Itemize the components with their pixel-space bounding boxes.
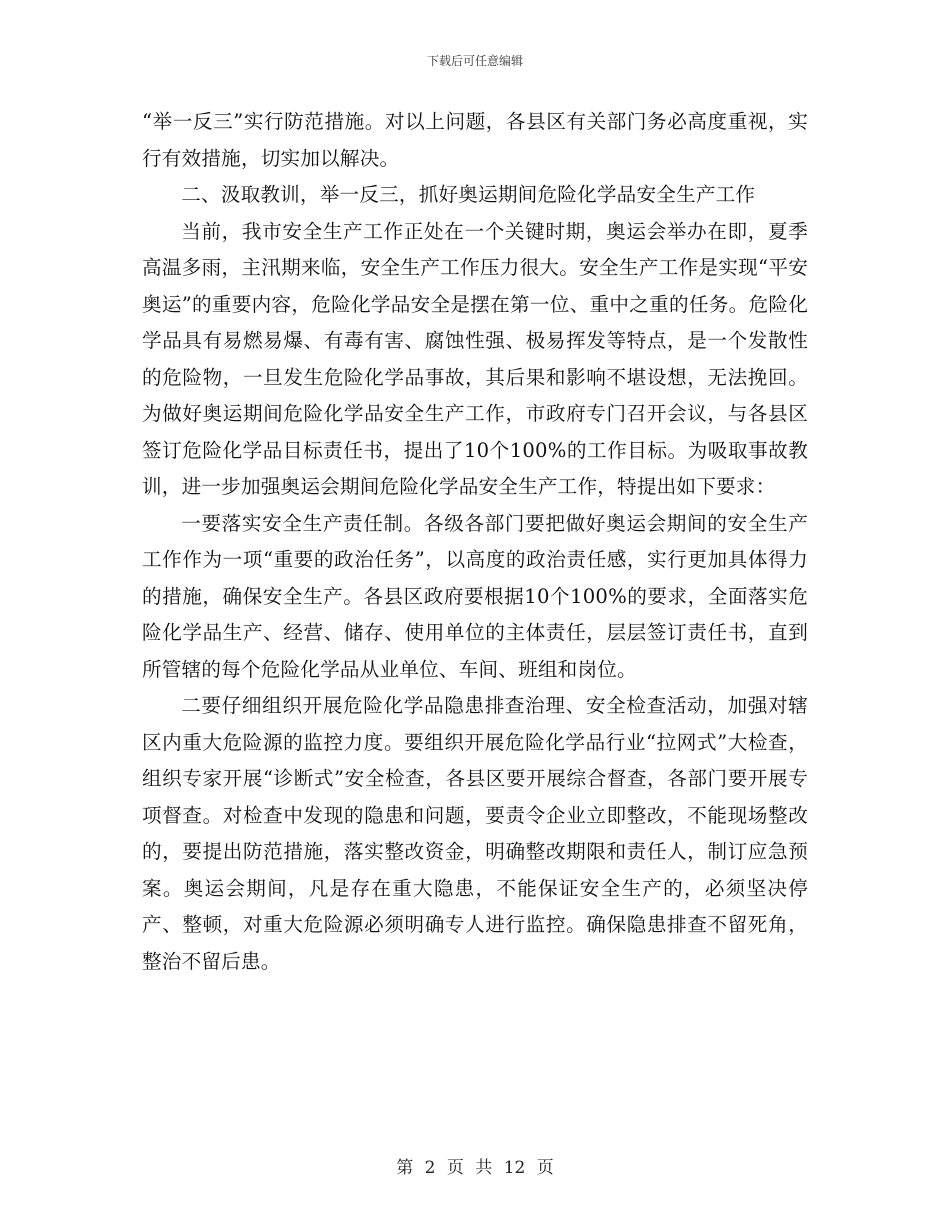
document-body — [142, 104, 808, 980]
paragraph: 二要仔细组织开展危险化学品隐患排查治理、安全检查活动，加强对辖区内重大危险源的监控力度。要组织开展危险化学品行业“拉网式”大检查，组织专家开展“诊断式”安全检查，各县区要开展综合督查，各部门要开展专项督查。对检查中发现的隐患和问题，要责令企业立即整改，不能现场整改的，要提出防范措施，落实整改资金，明确整改期限和责任人，制订应急预案。奥运会期间，凡是存在重大隐患，不能保证安全生产的，必须坚决停产、整顿，对重大危险源必须明确专人进行监控。确保隐患排查不留死角，整治不留后患。 — [142, 694, 808, 973]
page-footer: 第 2 页 共 12 页 — [396, 1158, 554, 1178]
page-header: 下载后可任意编辑 — [426, 54, 523, 68]
paragraph: 一要落实安全生产责任制。各级各部门要把做好奥运会期间的安全生产工作作为一项“重要的政治任务”，以高度的政治责任感，实行更加具体得力的措施，确保安全生产。各县区政府要根据10个100%的要求，全面落实危险化学品生产、经营、储存、使用单位的主体责任，层层签订责任书，直到所管辖的每个危险化学品从业单位、车间、班组和岗位。 — [142, 511, 808, 681]
section-heading: 二、汲取教训，举一反三，抓好奥运期间危险化学品安全生产工作 — [181, 183, 756, 206]
paragraph: “举一反三”实行防范措施。对以上问题，各县区有关部门务必高度重视，实行有效措施，切实加以解决。 — [142, 110, 808, 170]
paragraph: 当前，我市安全生产工作正处在一个关键时期，奥运会举办在即，夏季高温多雨，主汛期来临，安全生产工作压力很大。安全生产工作是实现“平安奥运”的重要内容，危险化学品安全是摆在第一位、重中之重的任务。危险化学品具有易燃易爆、有毒有害、腐蚀性强、极易挥发等特点，是一个发散性的危险物，一旦发生危险化学品事故，其后果和影响不堪设想，无法挽回。为做好奥运期间危险化学品安全生产工作，市政府专门召开会议，与各县区签订危险化学品目标责任书，提出了10个100%的工作目标。为吸取事故教训，进一步加强奥运会期间危险化学品安全生产工作，特提出如下要求： — [142, 219, 808, 498]
